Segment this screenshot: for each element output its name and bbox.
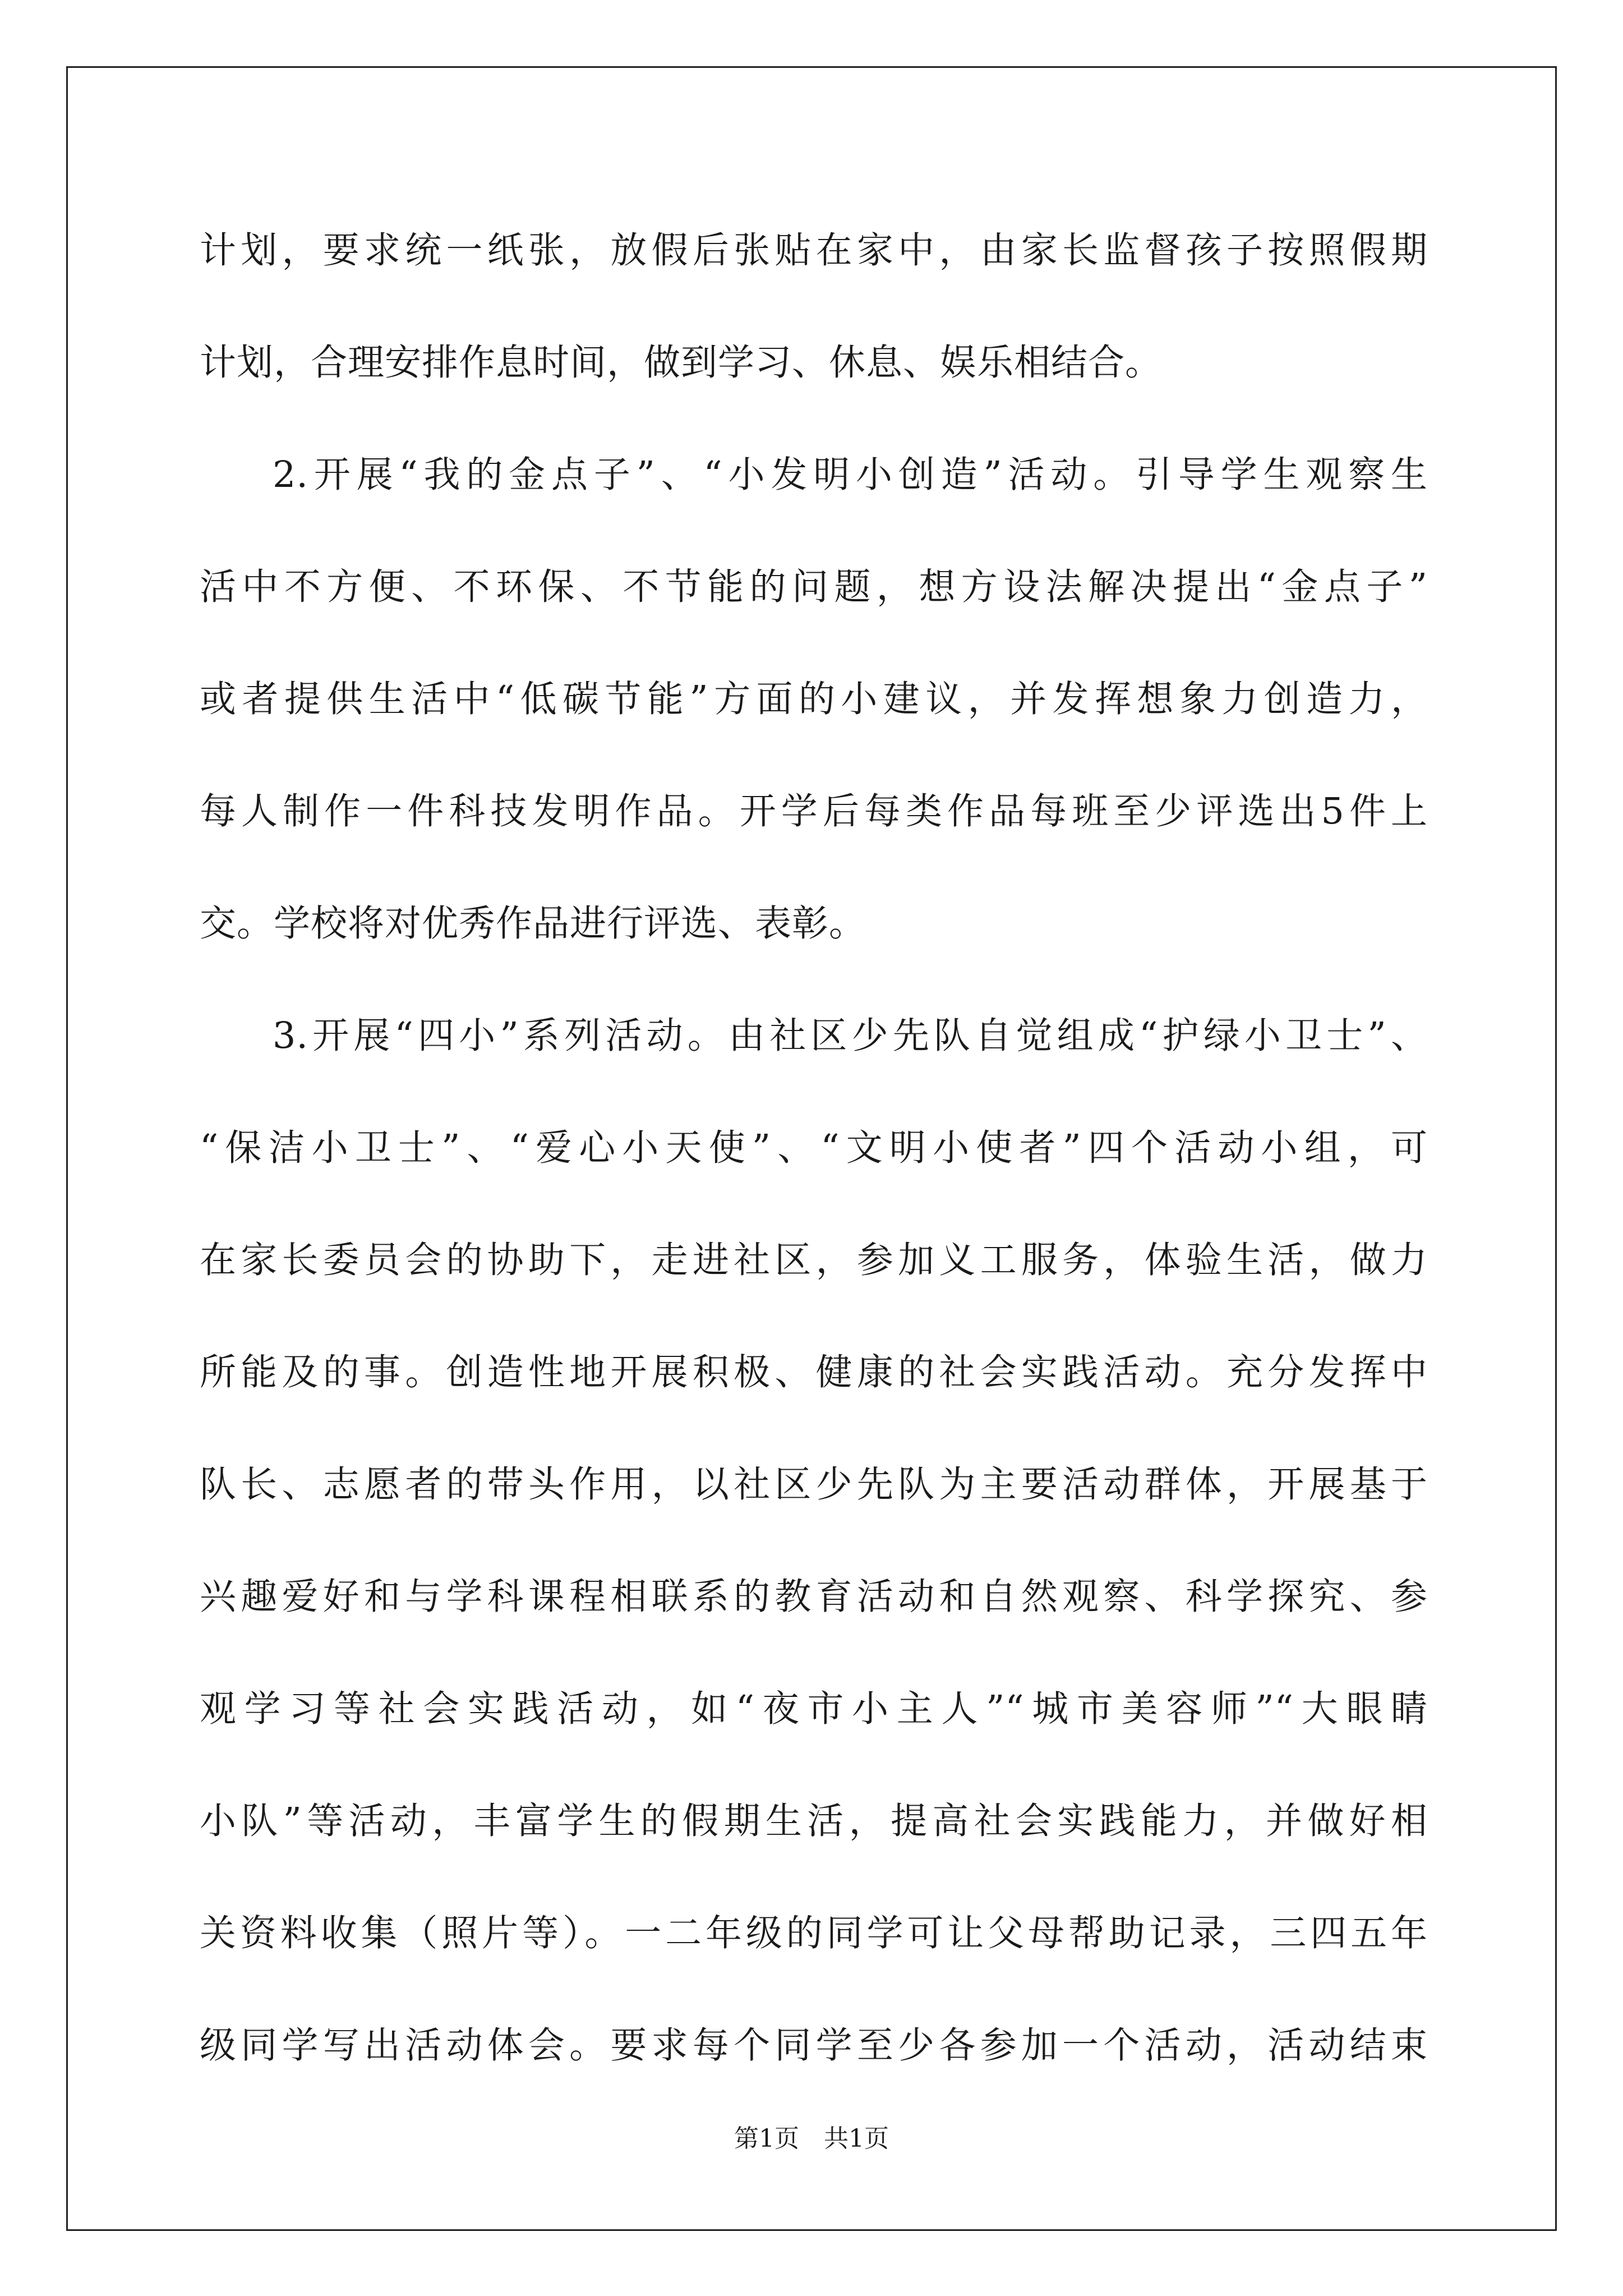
- text-line-3: 2.开展“我的金点子”、“小发明小创造”活动。引导学生观察生: [273, 454, 1428, 496]
- text-line-13: 兴趣爱好和与学科课程相联系的教育活动和自然观察、科学探究、参: [200, 1576, 1428, 1618]
- text-line-11: 所能及的事。创造性地开展积极、健康的社会实践活动。充分发挥中: [200, 1351, 1428, 1393]
- text-line-9: “保洁小卫士”、“爱心小天使”、“文明小使者”四个活动小组，可: [200, 1127, 1428, 1169]
- text-line-5: 或者提供生活中“低碳节能”方面的小建议，并发挥想象力创造力，: [200, 678, 1428, 720]
- page-number-footer: 第1页 共1页: [734, 2124, 889, 2153]
- document-body: [200, 214, 1428, 2121]
- text-line-2: 计划，合理安排作息时间，做到学习、休息、娱乐相结合。: [200, 342, 1163, 384]
- text-line-16: 关资料收集（照片等）。一二年级的同学可让父母帮助记录，三四五年: [200, 1912, 1428, 1954]
- text-line-7: 交。学校将对优秀作品进行评选、表彰。: [200, 903, 866, 945]
- text-line-17: 级同学写出活动体会。要求每个同学至少各参加一个活动，活动结束: [200, 2024, 1428, 2067]
- text-line-14: 观学习等社会实践活动，如“夜市小主人”“城市美容师”“大眼睛: [200, 1688, 1428, 1730]
- text-line-8: 3.开展“四小”系列活动。由社区少先队自觉组成“护绿小卫士”、: [273, 1015, 1428, 1057]
- text-line-10: 在家长委员会的协助下，走进社区，参加义工服务，体验生活，做力: [200, 1239, 1428, 1281]
- text-line-12: 队长、志愿者的带头作用，以社区少先队为主要活动群体，开展基于: [200, 1464, 1428, 1506]
- text-line-6: 每人制作一件科技发明作品。开学后每类作品每班至少评选出5件上: [200, 790, 1428, 832]
- text-line-4: 活中不方便、不环保、不节能的问题，想方设法解决提出“金点子”: [200, 566, 1428, 608]
- text-line-1: 计划，要求统一纸张，放假后张贴在家中，由家长监督孩子按照假期: [200, 229, 1428, 272]
- text-line-15: 小队”等活动，丰富学生的假期生活，提高社会实践能力，并做好相: [200, 1800, 1428, 1842]
